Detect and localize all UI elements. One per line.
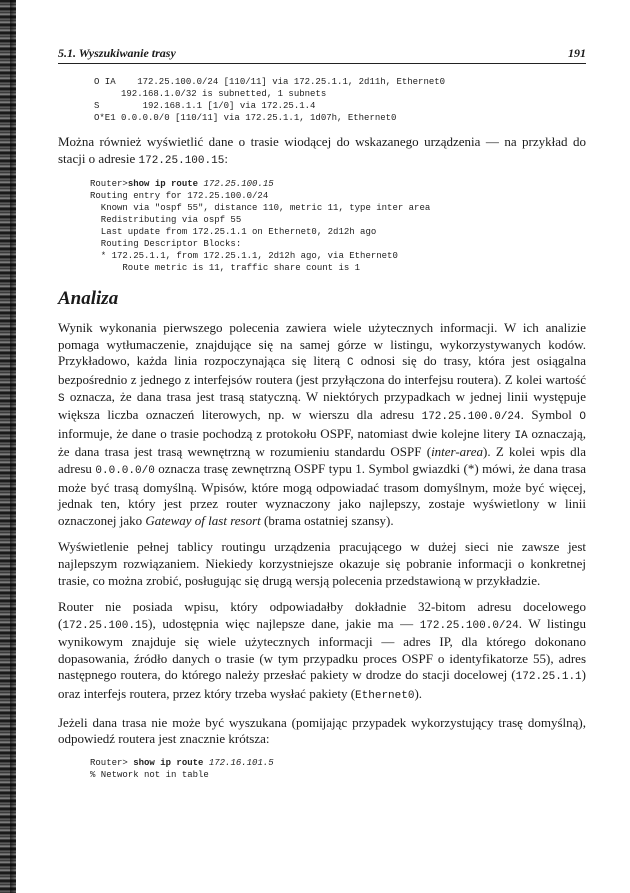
command-line: Router>show ip route 172.25.100.15 [90,179,274,190]
code-line: O*E1 0.0.0.0/0 [110/11] via 172.25.1.1, 1d07h, Ethernet0 [94,113,397,123]
book-page [58,46,586,781]
code-line: Redistributing via ospf 55 [90,215,242,226]
route-detail-listing [90,178,586,274]
intro-paragraph: Można również wyświetlić dane o trasie wiodącej do wskazanego urządzenia — na przykład do stacji o adresie 172.25.100.15: [58,134,586,167]
analysis-paragraph-2: Wyświetlenie pełnej tablicy routingu urządzenia pracującego w dużej sieci nie zawsze jest najlepszym rozwiązaniem. Niekiedy korzystniejsze okazuje się pobranie informacji o konkretnej trasie, co można zrobić, posługując się drugą wersją polecenia przedstawioną w przykładzie. [58,539,586,588]
section-title: 5.1. Wyszukiwanie trasy [58,46,176,60]
code-line: O IA 172.25.100.0/24 [110/11] via 172.25.1.1, 2d11h, Ethernet0 [94,77,446,87]
book-binding-edge [0,0,16,893]
code-line: Routing entry for 172.25.100.0/24 [90,191,269,202]
command-line: Router> show ip route 172.16.101.5 [90,757,274,768]
route-not-found-listing [90,757,586,781]
code-line: Routing Descriptor Blocks: [90,239,242,250]
page-number: 191 [568,46,586,60]
code-line: Last update from 172.25.1.1 on Ethernet0, 2d12h ago [90,227,377,238]
code-line: S 192.168.1.1 [1/0] via 172.25.1.4 [94,101,316,111]
analysis-paragraph-3: Router nie posiada wpisu, który odpowiadałby dokładnie 32-bitom adresu docelowego (172.25.100.15), udostępnia więc najlepsze dane, jakie ma — 172.25.100.0/24. W listingu wynikowym znajduje się wiele użytecznych informacji — adres IP, dla którego dokonano dopasowania, źródło danych o trasie (w tym przypadku proces OSPF o identyfikatorze 55), adres następnego routera, do którego należy przesłać pakiety w drodze do stacji docelowej (172.25.1.1) oraz interfejs routera, przez który trzeba wysłać pakiety (Ethernet0). [58,599,586,703]
section-heading: Analiza [58,288,119,310]
inline-address: 172.25.100.15 [138,154,225,167]
code-line: Route metric is 11, traffic share count is 1 [90,263,361,274]
analysis-paragraph-1: Wynik wykonania pierwszego polecenia zawiera wiele użytecznych informacji. W ich analizie pomaga wytłumaczenie, znajdujące się na samej górze w listingu, wykorzystywanych kodów. Przykładowo, każda linia rozpoczynająca się literą C odnosi się do trasy, która jest osiągalna bezpośrednio z jednego z interfejsów routera (jest przyłączona do interfejsu routera). Z kolei wartość S oznacza, że dana trasa jest trasą statyczną. W niektórych przypadkach w jednej linii występuje większa liczba oznaczeń literowych, np. w wierszu dla adresu 172.25.100.0/24. Symbol O informuje, że dane o trasie pochodzą z protokołu OSPF, natomiast dwie kolejne litery IA oznaczają, że dana trasa jest trasą wewnętrzną w rozumieniu standardu OSPF (inter-area). Z kolei wpis dla adresu 0.0.0.0/0 oznacza trasę zewnętrzną OSPF typu 1. Symbol gwiazdki (*) mówi, że dana trasa może być trasą domyślną. Wpisów, które mogą odpowiadać trasom domyślnym, może być więcej, jednak ten, który jest przez router wyznaczony jako najlepszy, zostaje wyświetlony w linii oznaczonej jako Gateway of last resort (brama ostatniej szansy). [58,320,587,528]
code-line: 192.168.1.0/32 is subnetted, 1 subnets [94,89,327,99]
code-line: % Network not in table [90,769,209,780]
routing-table-listing [94,76,586,124]
analysis-paragraph-4: Jeżeli dana trasa nie może być wyszukana (pomijając przypadek wykorzystujący trasę domyślną), odpowiedź routera jest znacznie krótsza: [58,714,586,747]
code-line: Known via "ospf 55", distance 110, metric 11, type inter area [90,203,431,214]
running-header [58,46,586,64]
code-line: * 172.25.1.1, from 172.25.1.1, 2d12h ago, via Ethernet0 [90,251,398,262]
